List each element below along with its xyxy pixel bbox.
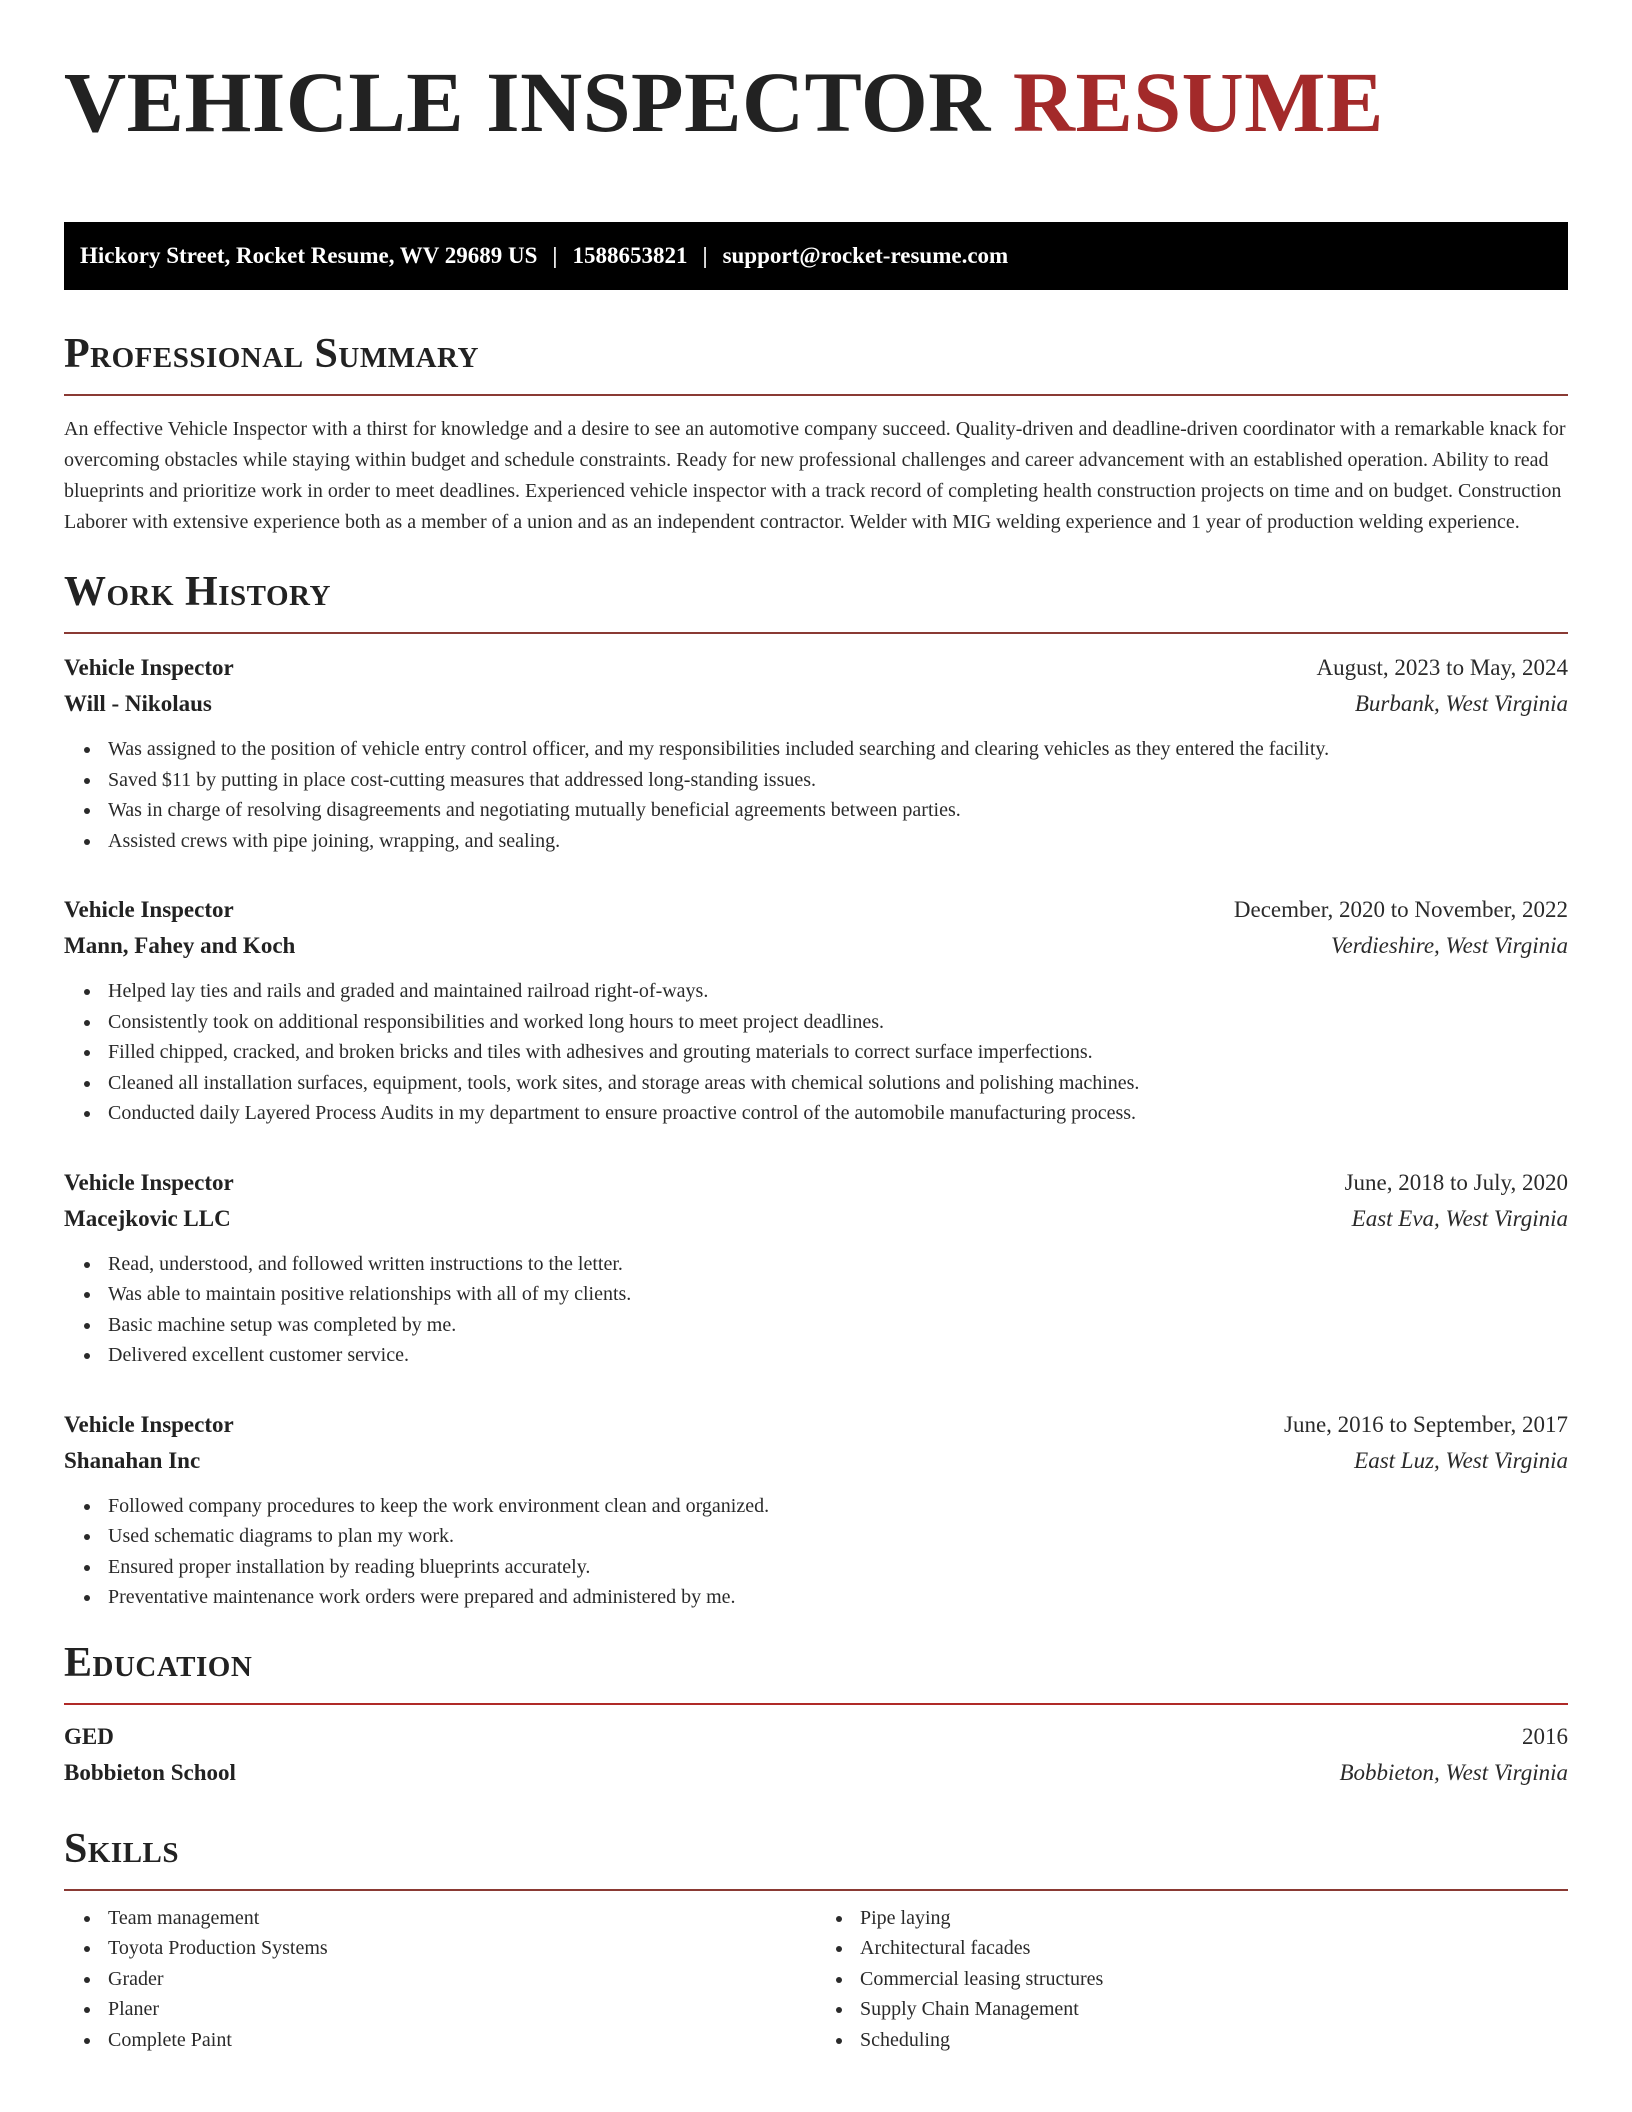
- job-bullets: [64, 1491, 1568, 1613]
- education-location: Bobbieton, West Virginia: [1339, 1759, 1568, 1785]
- summary-section: [64, 326, 1568, 538]
- summary-text: An effective Vehicle Inspector with a thirst for knowledge and a desire to see an automotive company succeed. Quality-driven and deadline-driven coordinator with a remarkable knack for overcoming obstacles while staying within budget and schedule constraints. Ready for new professional challenges and career advancement with an established operation. Ability to read blueprints and prioritize work in order to meet deadlines. Experienced vehicle inspector with a track record of completing health construction projects on time and on budget. Construction Laborer with extensive experience both as a member of a union and as an independent contractor. Welder with MIG welding experience and 1 year of production welding experience.: [64, 418, 1566, 533]
- summary-heading: Professional Summary: [64, 331, 479, 377]
- job-title: Vehicle Inspector: [64, 655, 234, 680]
- education-year: 2016: [1522, 1723, 1568, 1749]
- education-entry: [64, 1719, 1568, 1791]
- job-title: Vehicle Inspector: [64, 1169, 234, 1195]
- job-company: Mann, Fahey and Koch: [64, 933, 296, 958]
- job-bullet: Followed company procedures to keep the work environment clean and organized.: [108, 1491, 1568, 1522]
- job-bullet: Helped lay ties and rails and graded and maintained railroad right-of-ways.: [108, 976, 1568, 1007]
- job-entry: [64, 1165, 1568, 1371]
- skill-item: Architectural facades: [860, 1933, 1568, 1964]
- contact-email[interactable]: support@rocket-resume.com: [722, 243, 1009, 268]
- skill-item: Supply Chain Management: [860, 1994, 1568, 2025]
- job-bullet: Was in charge of resolving disagreements and negotiating mutually beneficial agreements between parties.: [108, 795, 1568, 826]
- job-bullet: Filled chipped, cracked, and broken bricks and tiles with adhesives and grouting materials to correct surface imperfections.: [108, 1037, 1568, 1068]
- skill-item: Complete Paint: [108, 2025, 816, 2056]
- job-bullet: Used schematic diagrams to plan my work.: [108, 1521, 1568, 1552]
- skills-list-right: [816, 1903, 1568, 2056]
- job-bullet: Basic machine setup was completed by me.: [108, 1310, 1568, 1341]
- job-bullet: Was able to maintain positive relationships with all of my clients.: [108, 1279, 1568, 1310]
- job-entry: [64, 892, 1568, 1129]
- education-degree: GED: [64, 1723, 114, 1749]
- contact-bar: [64, 222, 1568, 290]
- job-location: East Eva, West Virginia: [1351, 1205, 1568, 1231]
- job-bullet: Cleaned all installation surfaces, equipment, tools, work sites, and storage areas with chemical solutions and polishing machines.: [108, 1068, 1568, 1099]
- job-title: Vehicle Inspector: [64, 1411, 234, 1437]
- contact-address: Hickory Street, Rocket Resume, WV 29689 US: [80, 243, 538, 268]
- education-heading: Education: [64, 1639, 253, 1686]
- job-company: Macejkovic LLC: [64, 1205, 231, 1231]
- job-bullet: Read, understood, and followed written instructions to the letter.: [108, 1249, 1568, 1280]
- section-divider: [64, 1889, 1568, 1891]
- skill-item: Toyota Production Systems: [108, 1933, 816, 1964]
- skills-section: [64, 1821, 1568, 2056]
- title-accent: RESUME: [1012, 54, 1384, 150]
- job-bullet: Consistently took on additional responsibilities and worked long hours to meet project deadlines.: [108, 1007, 1568, 1038]
- job-location: Verdieshire, West Virginia: [1330, 933, 1568, 958]
- job-entry: [64, 650, 1568, 856]
- section-divider: [64, 632, 1568, 634]
- job-bullets: [64, 1249, 1568, 1371]
- skill-item: Pipe laying: [860, 1903, 1568, 1934]
- skill-item: Team management: [108, 1903, 816, 1934]
- job-bullet: Saved $11 by putting in place cost-cutting measures that addressed long-standing issues.: [108, 765, 1568, 796]
- skill-item: Grader: [108, 1964, 816, 1995]
- job-bullet: Preventative maintenance work orders were prepared and administered by me.: [108, 1582, 1568, 1613]
- job-bullet: Conducted daily Layered Process Audits in my department to ensure proactive control of the automobile manufacturing process.: [108, 1098, 1568, 1129]
- skills-list-left: [64, 1903, 816, 2056]
- job-location: East Luz, West Virginia: [1354, 1447, 1568, 1473]
- job-entry: [64, 1407, 1568, 1613]
- job-location: Burbank, West Virginia: [1354, 691, 1568, 716]
- job-bullet: Delivered excellent customer service.: [108, 1340, 1568, 1371]
- work-history-section: [64, 564, 1568, 1613]
- job-bullets: [64, 734, 1568, 856]
- work-history-heading: Work History: [64, 569, 331, 615]
- skill-item: Scheduling: [860, 2025, 1568, 2056]
- skill-item: Planer: [108, 1994, 816, 2025]
- job-title: Vehicle Inspector: [64, 897, 234, 922]
- job-bullets: [64, 976, 1568, 1129]
- skills-grid: [64, 1903, 1568, 2056]
- job-company: Shanahan Inc: [64, 1447, 201, 1473]
- contact-phone[interactable]: 1588653821: [572, 243, 688, 268]
- contact-separator: |: [702, 243, 708, 268]
- contact-separator: |: [552, 243, 558, 268]
- skills-heading: Skills: [64, 1825, 180, 1872]
- section-divider: [64, 1703, 1568, 1705]
- job-bullet: Assisted crews with pipe joining, wrapping, and sealing.: [108, 826, 1568, 857]
- job-dates: August, 2023 to May, 2024: [1316, 655, 1568, 680]
- job-bullet: Was assigned to the position of vehicle entry control officer, and my responsibilities included searching and clearing vehicles as they entered the facility.: [108, 734, 1568, 765]
- education-section: [64, 1635, 1568, 1791]
- skill-item: Commercial leasing structures: [860, 1964, 1568, 1995]
- job-dates: June, 2016 to September, 2017: [1284, 1411, 1568, 1437]
- section-divider: [64, 394, 1568, 396]
- job-company: Will - Nikolaus: [64, 691, 212, 716]
- education-school: Bobbieton School: [64, 1759, 236, 1785]
- title-main: VEHICLE INSPECTOR: [64, 54, 991, 150]
- job-dates: June, 2018 to July, 2020: [1344, 1169, 1568, 1195]
- job-bullet: Ensured proper installation by reading blueprints accurately.: [108, 1552, 1568, 1583]
- job-dates: December, 2020 to November, 2022: [1233, 897, 1568, 922]
- resume-title: [64, 52, 1568, 152]
